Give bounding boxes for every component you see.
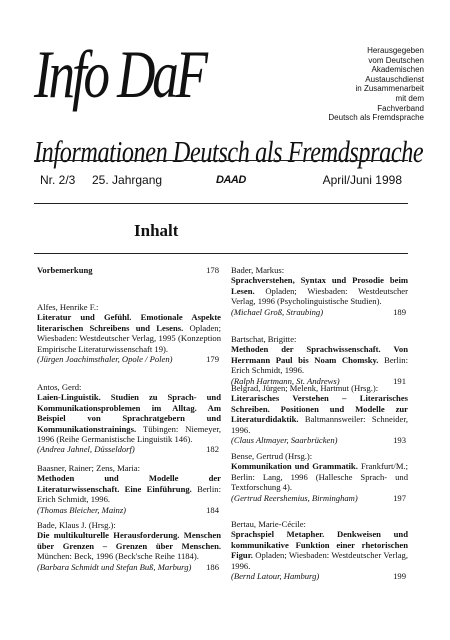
publisher-line: vom Deutschen — [368, 55, 424, 65]
entry-publication: Frankfurt/M.; Berlin: Lang, 1996 (Hallesche Sprach- und Textforschung 4). — [231, 461, 408, 493]
entry-publication: München: Beck, 1996 (Beck'sche Reihe 1184). — [37, 551, 199, 562]
entry-text — [37, 392, 221, 444]
entry-title: Kommunikation und Grammatik. — [231, 461, 358, 472]
contents-entry — [37, 382, 221, 455]
entry-title: Literatur und Gefühl. Emotionale Aspekte literarischen Schreibens und Lesens. — [37, 312, 221, 333]
publisher-line: in Zusammenarbeit — [355, 84, 424, 94]
issue-date: April/Juni 1998 — [322, 173, 402, 187]
entry-publication: Baltmannsweiler: Schneider, 1996. — [231, 414, 408, 435]
entry-text — [231, 275, 408, 306]
entry-author: Bade, Klaus J. (Hrsg.): — [37, 520, 116, 530]
publisher-line: mit dem — [395, 93, 424, 103]
entry-title: Literarisches Verstehen – Literarisches Schreiben. Positionen und Modelle zur Literaturdidaktik. — [231, 393, 408, 425]
entry-page-number: 179 — [206, 354, 219, 365]
entry-page-number: 186 — [206, 561, 219, 572]
entry-author: Bader, Markus: — [231, 265, 285, 275]
entry-reviewer: (Andrea Jahnel, Düsseldorf) — [37, 444, 135, 455]
publisher-line: Fachverband — [377, 103, 424, 113]
entry-text — [231, 344, 408, 375]
contents-entry — [37, 520, 221, 572]
publisher-line: Deutsch als Fremdsprache — [328, 113, 424, 123]
entry-reviewer-line — [37, 562, 221, 572]
entry-page-number: 193 — [393, 435, 406, 446]
entry-publication: Tübingen: Niemeyer, 1996 (Reihe Germanistische Linguistik 146). — [37, 423, 221, 445]
entry-author: Bartschat, Brigitte: — [231, 334, 297, 344]
entry-publication: Berlin: Erich Schmidt, 1996. — [37, 483, 221, 505]
entry-page-number: 191 — [393, 375, 406, 386]
issue-year: 25. Jahrgang — [92, 173, 163, 187]
entry-text — [37, 312, 221, 354]
entry-text — [37, 265, 221, 275]
entry-reviewer: (Gertrud Reershemius, Birmingham) — [231, 492, 358, 503]
entry-page-number: 182 — [206, 444, 219, 455]
publisher-line: Akademischen — [371, 65, 424, 75]
entry-author: Belgrad, Jürgen; Melenk, Hartmut (Hrsg.): — [231, 383, 379, 393]
masthead — [34, 36, 424, 169]
entry-page-number: 197 — [393, 492, 406, 503]
entry-text — [37, 473, 221, 504]
publisher-line: Herausgegeben — [367, 46, 424, 55]
entry-page-number: 189 — [393, 306, 406, 317]
entry-author: Bertau, Marie-Cécile: — [231, 519, 306, 529]
entry-reviewer-line — [37, 444, 221, 454]
entry-text — [37, 530, 221, 561]
entry-page-number: 199 — [393, 571, 406, 582]
entry-title: Sprachverstehen, Syntax und Prosodie beim Lesen. — [231, 275, 408, 296]
contents-entry — [37, 302, 221, 364]
entry-author: Alfes, Henrike F.: — [37, 302, 99, 312]
entry-text — [231, 529, 408, 571]
contents-header — [34, 208, 408, 254]
entry-author: Bense, Gertrud (Hrsg.): — [231, 451, 313, 461]
daad-logo: DAAD — [216, 174, 246, 186]
entry-page-number: 184 — [206, 504, 219, 515]
entry-reviewer: (Claus Altmayer, Saarbrücken) — [231, 435, 338, 446]
contents-entry — [37, 463, 221, 515]
entry-title: Sprachspiel Metapher. Denkweisen und kommunikative Funktion einer rhetorischen Figur. — [231, 529, 408, 561]
entry-reviewer: (Michael Groß, Straubing) — [231, 306, 324, 317]
contents-entry — [231, 451, 408, 503]
entry-title: Methoden der Sprachwissenschaft. Von Herrmann Paul bis Noam Chomsky. — [231, 344, 408, 365]
entry-publication: Opladen; Wiesbaden: Westdeutscher Verlag, 1996. — [231, 550, 408, 571]
entry-author: Antos, Gerd: — [37, 382, 82, 392]
entry-text — [231, 461, 408, 492]
entry-publication: Opladen; Wiesbaden: Westdeutscher Verlag, 1996 (Psycholinguistische Studien). — [231, 285, 408, 307]
entry-reviewer-line — [37, 505, 221, 515]
entry-reviewer: (Barbara Schmidt und Stefan Buß, Marburg) — [37, 561, 192, 572]
entry-title: Laien-Linguistik. Studien zu Sprach- und Kommunikationsproblemen im Alltag. Am Beispiel von Sprachratgebern und Kommunikationstrainings. — [37, 392, 221, 434]
entry-title: Methoden und Modelle der Literaturwissenschaft. Eine Einführung. — [37, 473, 221, 494]
contents-entry — [231, 334, 408, 386]
contents-entry — [231, 519, 408, 581]
issue-number: Nr. 2/3 — [40, 173, 76, 187]
contents-title: Inhalt — [134, 221, 179, 240]
contents-entry — [37, 265, 221, 275]
entry-reviewer: (Thomas Bleicher, Mainz) — [37, 504, 127, 515]
contents-entry — [231, 383, 408, 445]
journal-subtitle: Informationen Deutsch als Fremdsprache — [34, 134, 424, 169]
entry-reviewer: (Bernd Latour, Hamburg) — [231, 571, 320, 582]
entry-reviewer-line — [231, 307, 408, 317]
contents-entry — [231, 265, 408, 317]
entry-publication: Opladen; Wiesbaden: Westdeutscher Verlag, 1995 (Konzeption Empirische Literaturwissenschaft 19). — [37, 322, 221, 354]
journal-logo: Info DaF — [34, 36, 205, 112]
entry-reviewer: (Jürgen Joachimsthaler, Opole / Polen) — [37, 354, 173, 365]
entry-title: Die multikulturelle Herausforderung. Menschen über Grenzen – Grenzen über Menschen. — [37, 530, 221, 551]
issue-bar — [34, 160, 408, 204]
entry-page-number: 178 — [206, 265, 219, 275]
entry-reviewer: (Ralph Hartmann, St. Andrews) — [231, 375, 340, 386]
entry-reviewer-line — [37, 354, 221, 364]
entry-publication: Berlin: Erich Schmidt, 1996. — [231, 354, 408, 376]
publisher-info — [328, 46, 424, 123]
entry-reviewer-line — [231, 435, 408, 445]
entry-author: Baasner, Rainer; Zens, Maria: — [37, 463, 140, 473]
publisher-line: Austauschdienst — [365, 74, 424, 84]
entry-title: Vorbemerkung — [37, 265, 93, 275]
entry-reviewer-line — [231, 493, 408, 503]
entry-reviewer-line — [231, 571, 408, 581]
entry-text — [231, 393, 408, 435]
